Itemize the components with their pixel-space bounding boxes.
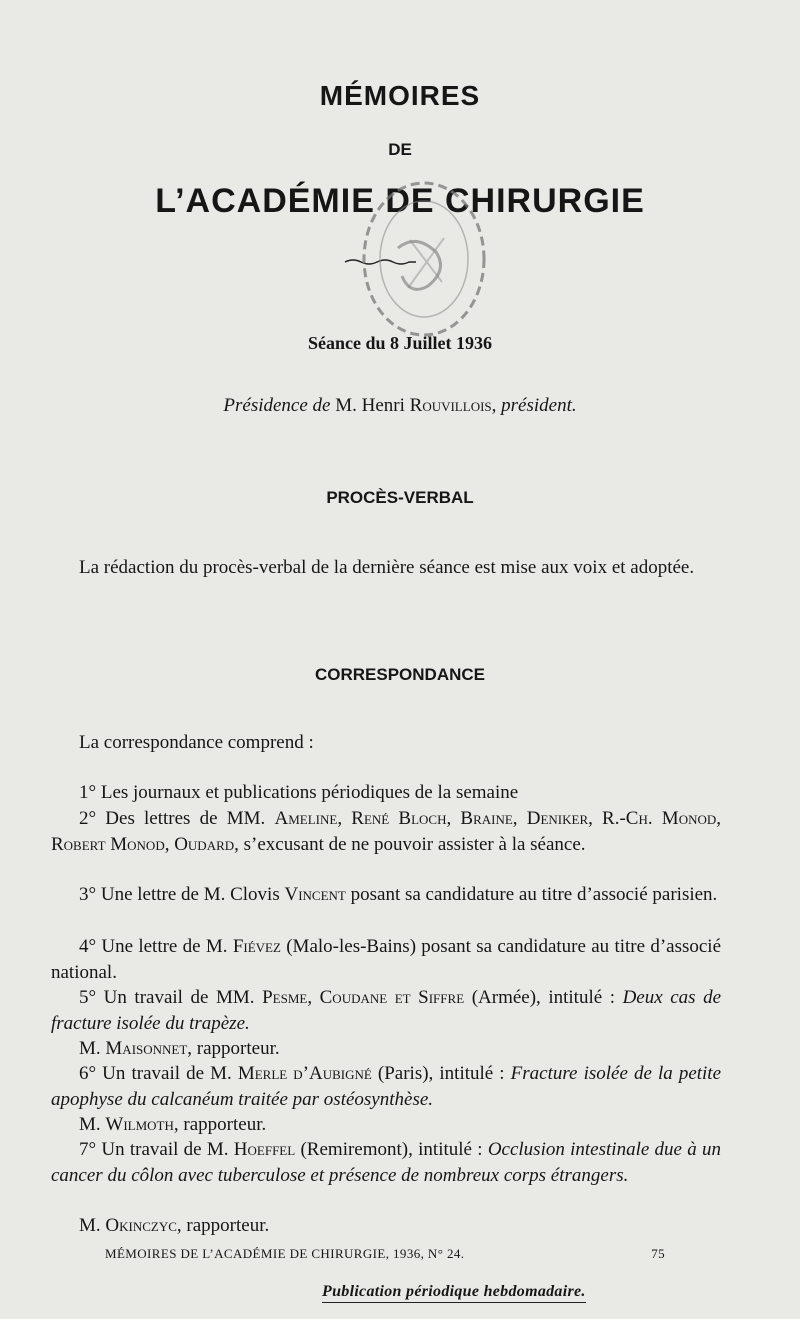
heading-correspondance: CORRESPONDANCE xyxy=(314,665,486,684)
item-6-title: Fracture isolée de la petite apophyse du calcanéum traitée par ostéosynthèse. xyxy=(51,1063,722,1110)
presidence-name: Rouvillois, xyxy=(409,395,497,416)
item-4-a: 4° Une lettre de M. xyxy=(79,936,228,957)
heading-proces-verbal: PROCÈS-VERBAL xyxy=(326,488,474,507)
presidence-title: M. Henri xyxy=(335,395,405,416)
presidence-prefix: Présidence de xyxy=(223,395,331,416)
item-1-text: 1° Les journaux et publications périodiques de la semaine xyxy=(79,782,519,803)
item-7-a: 7° Un travail de M. xyxy=(79,1139,229,1160)
item-3-b: posant sa candidature au titre d’associé parisien. xyxy=(350,884,718,905)
item-6-rapporteur-name: Wilmoth, xyxy=(105,1114,179,1135)
library-stamp-icon xyxy=(358,178,490,340)
item-3-a: 3° Une lettre de M. Clovis xyxy=(79,884,280,905)
item-6 xyxy=(51,1061,721,1112)
item-6-b: (Paris), intitulé : xyxy=(377,1063,505,1084)
item-7-rapporteur xyxy=(51,1213,721,1239)
item-2-names: Ameline, René Bloch, Braine, Deniker, R.-Ch. Monod, Robert Monod, Oudard, xyxy=(51,808,722,855)
item-5-rapporteur-name: Maisonnet, xyxy=(105,1038,193,1059)
item-6-m: M. xyxy=(79,1114,101,1135)
item-2-a: 2° Des lettres de MM. xyxy=(79,808,266,829)
item-7-rapporteur-label: rapporteur. xyxy=(186,1215,270,1236)
footer-journal: MÉMOIRES DE L’ACADÉMIE DE CHIRURGIE, 1936, N° 24. xyxy=(105,1246,465,1261)
item-4 xyxy=(51,934,721,985)
item-1 xyxy=(51,780,721,806)
item-5-title: Deux cas de fracture isolée du trapèze. xyxy=(51,987,722,1034)
item-5-names: Pesme, Coudane et Siffre xyxy=(262,987,465,1008)
item-5 xyxy=(51,985,721,1036)
item-7-title: Occlusion intestinale due à un cancer du côlon avec tuberculose et présence de nombreux corps étrangers. xyxy=(51,1139,722,1186)
proces-verbal-text xyxy=(51,555,721,581)
item-5-rapporteur-label: rapporteur. xyxy=(196,1038,280,1059)
page-number: 75 xyxy=(651,1246,665,1261)
footer xyxy=(105,1246,665,1262)
item-5-rapporteur xyxy=(51,1036,721,1062)
item-7-name: Hoeffel xyxy=(233,1139,296,1160)
intro-text: La correspondance comprend : xyxy=(79,732,314,753)
item-7-b: (Remiremont), intitulé : xyxy=(300,1139,483,1160)
item-7 xyxy=(51,1137,721,1188)
item-4-name: Fiévez xyxy=(232,936,281,957)
item-6-name: Merle d’Aubigné xyxy=(237,1063,372,1084)
proces-verbal-body: La rédaction du procès-verbal de la dernière séance est mise aux voix et adoptée. xyxy=(79,557,695,578)
title-academie: L’ACADÉMIE DE CHIRURGIE xyxy=(155,182,645,220)
presidence-role: président. xyxy=(501,395,577,416)
presidence-line xyxy=(0,395,800,417)
item-6-rapporteur-label: rapporteur. xyxy=(183,1114,267,1135)
item-3-name: Vincent xyxy=(284,884,346,905)
title-memoires: MÉMOIRES xyxy=(319,80,481,111)
seance-date: Séance du 8 Juillet 1936 xyxy=(307,333,492,353)
item-5-m: M. xyxy=(79,1038,101,1059)
item-2 xyxy=(51,806,721,857)
item-5-a: 5° Un travail de MM. xyxy=(79,987,255,1008)
title-de: DE xyxy=(388,140,412,159)
item-5-b: (Armée), intitulé : xyxy=(471,987,616,1008)
item-7-m: M. xyxy=(79,1215,101,1236)
correspondance-intro xyxy=(51,730,721,756)
item-4-b: (Malo-les-Bains) posant sa candidature au titre d’associé national. xyxy=(51,936,722,983)
item-2-b: s’excusant de ne pouvoir assister à la séance. xyxy=(243,833,586,855)
item-6-a: 6° Un travail de M. xyxy=(79,1063,232,1084)
item-3 xyxy=(51,882,721,908)
publication-note: Publication périodique hebdomadaire. xyxy=(322,1283,586,1303)
item-6-rapporteur xyxy=(51,1112,721,1138)
item-7-rapporteur-name: Okinczyc, xyxy=(105,1215,182,1236)
